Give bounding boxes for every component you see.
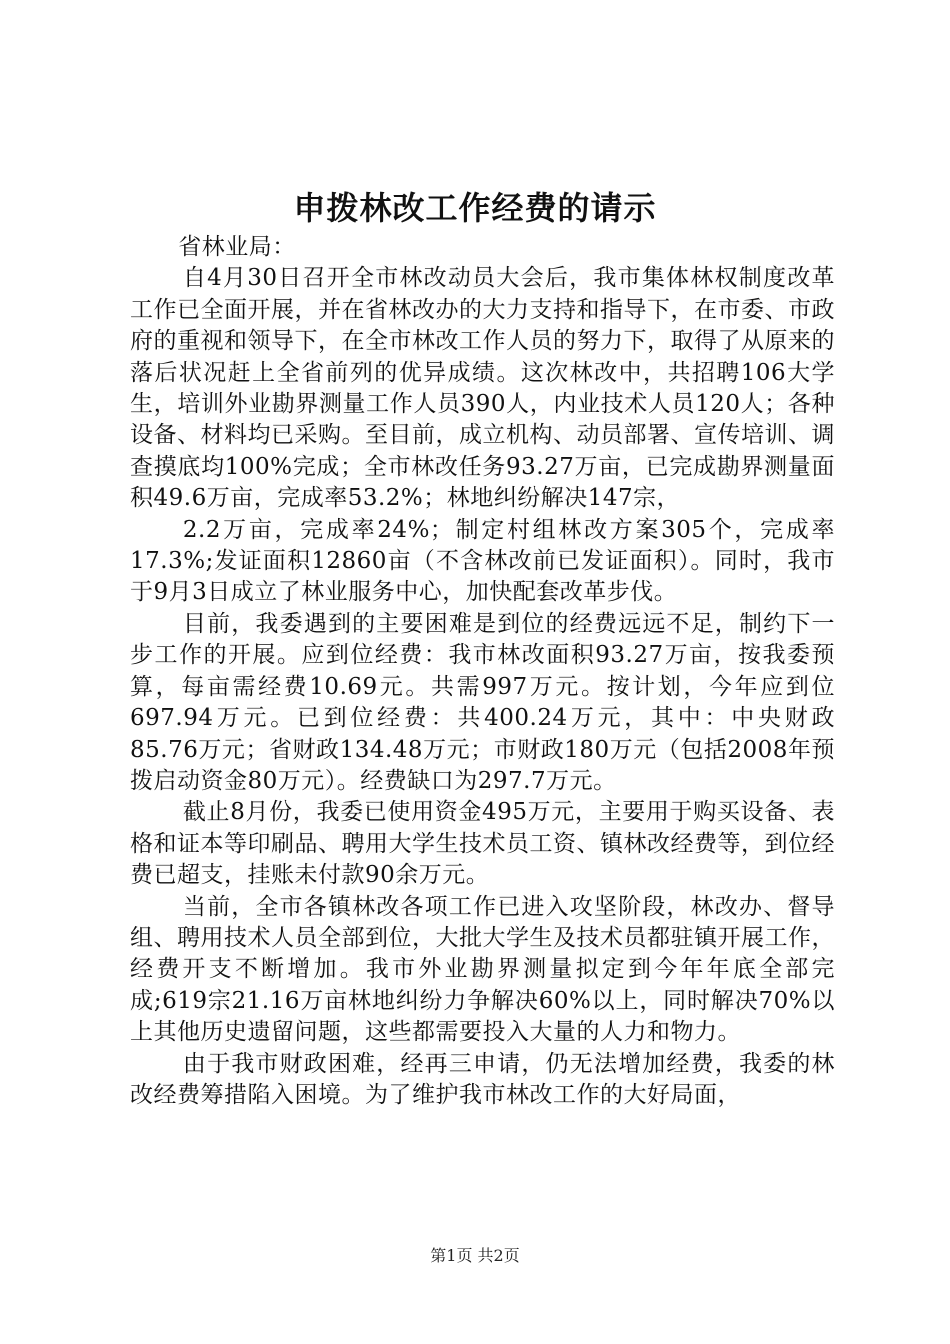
document-title: 申拨林改工作经费的请示 [293,189,657,227]
paragraph: 由于我市财政困难，经再三申请，仍无法增加经费，我委的林改经费筹措陷入困境。为了维护我市林改工作的大好局面， [130,1050,835,1108]
page-footer: 第1页 共2页 [430,1246,520,1265]
document-body [130,232,835,1111]
paragraph: 目前，我委遇到的主要困难是到位的经费远远不足，制约下一步工作的开展。应到位经费：我市林改面积93.27万亩，按我委预算，每亩需经费10.69元。共需997万元。按计划，今年应到位697.94万元。已到位经费：共400.24万元，其中：中央财政85.76万元；省财政134.48万元；市财政180万元（包括2008年预拨启动资金80万元）。经费缺口为297.7万元。 [130,610,835,794]
paragraph: 截止8月份，我委已使用资金495万元，主要用于购买设备、表格和证本等印刷品、聘用大学生技术员工资、镇林改经费等，到位经费已超支，挂账未付款90余万元。 [130,799,835,889]
paragraph: 2.2万亩，完成率24%；制定村组林改方案305个，完成率17.3%;发证面积12860亩（不含林改前已发证面积）。同时，我市于9月3日成立了林业服务中心，加快配套改革步伐。 [130,516,835,606]
salutation: 省林业局： [178,234,296,260]
paragraph: 自4月30日召开全市林改动员大会后，我市集体林权制度改革工作已全面开展，并在省林改办的大力支持和指导下，在市委、市政府的重视和领导下，在全市林改工作人员的努力下，取得了从原来的落后状况赶上全省前列的优异成绩。这次林改中，共招聘106大学生，培训外业勘界测量工作人员390人，内业技术人员120人；各种设备、材料均已采购。至目前，成立机构、动员部署、宣传培训、调查摸底均100%完成；全市林改任务93.27万亩，已完成勘界测量面积49.6万亩，完成率53.2%；林地纠纷解决147宗， [130,265,835,512]
paragraph: 当前，全市各镇林改各项工作已进入攻坚阶段，林改办、督导组、聘用技术人员全部到位，大批大学生及技术员都驻镇开展工作，经费开支不断增加。我市外业勘界测量拟定到今年年底全部完成;619宗21.16万亩林地纠纷力争解决60%以上，同时解决70%以上其他历史遗留问题，这些都需要投入大量的人力和物力。 [130,893,835,1046]
